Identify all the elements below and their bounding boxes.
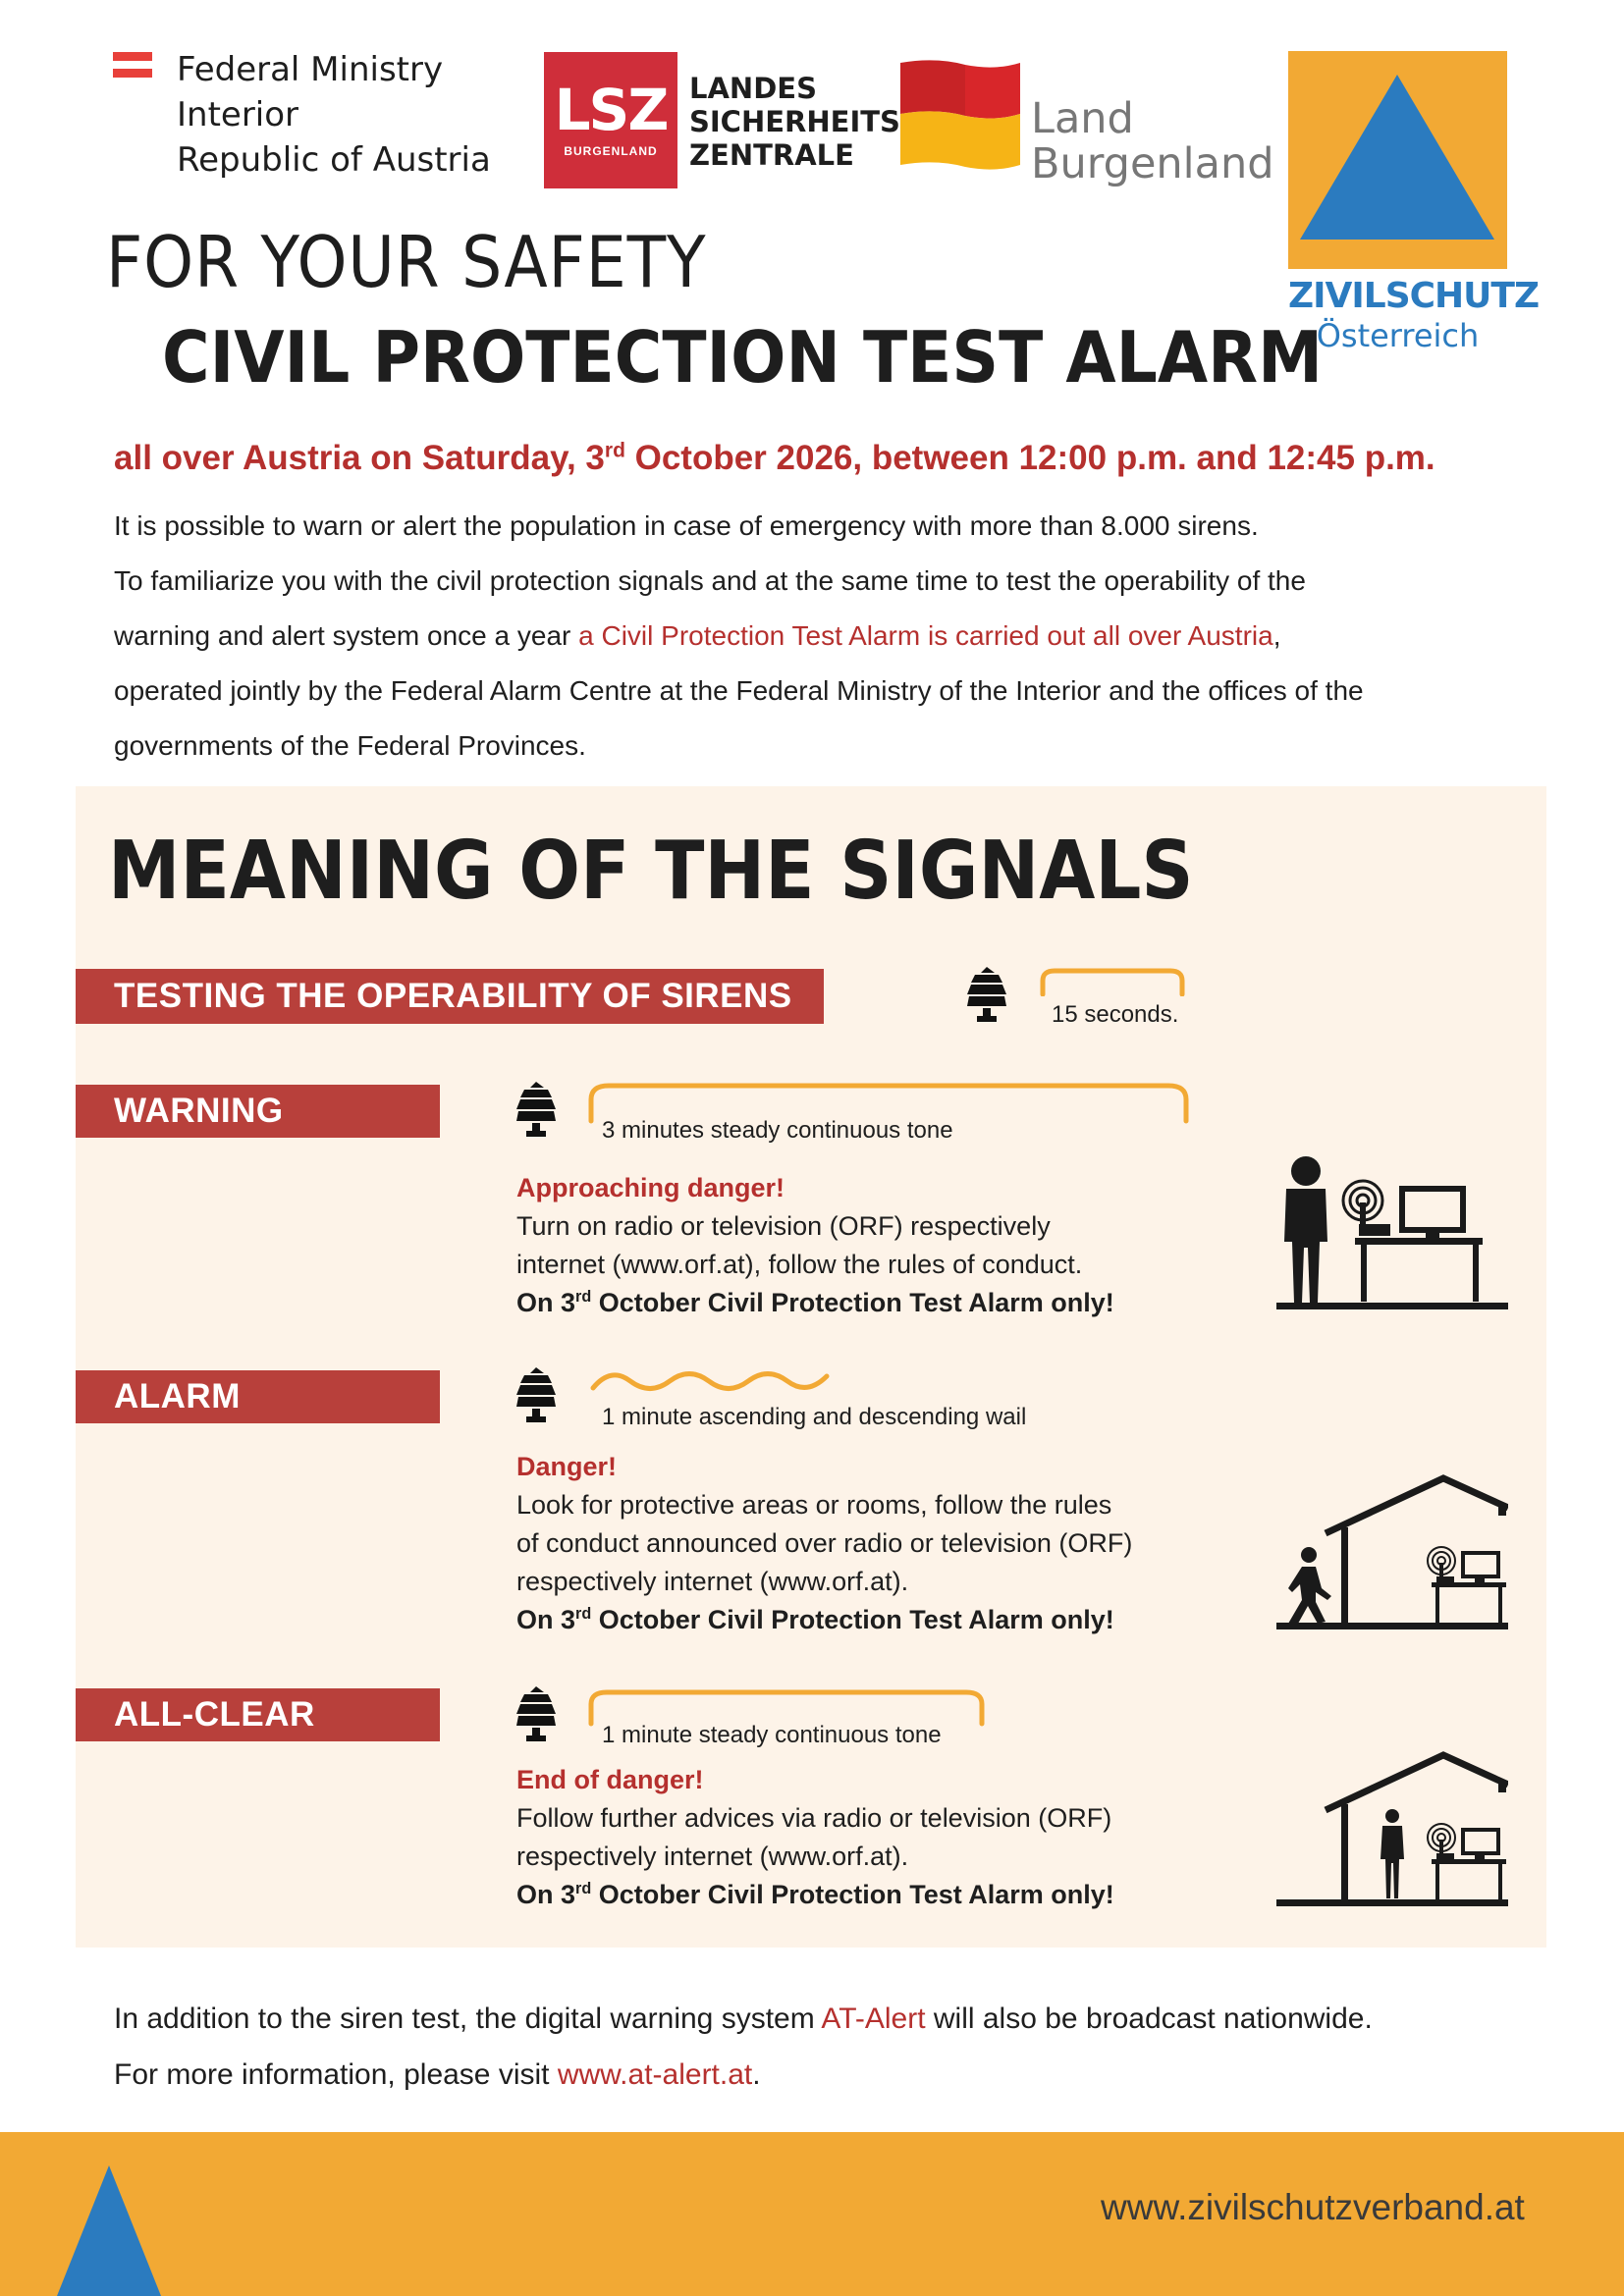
- alarm-label: ALARM: [76, 1370, 440, 1423]
- zivilschutz-line: ZIVILSCHUTZ: [1288, 276, 1540, 316]
- burgenland-line: Burgenland: [1031, 139, 1274, 188]
- siren-icon: [516, 1686, 556, 1743]
- allclear-line: respectively internet (www.orf.at).: [516, 1842, 909, 1871]
- zivilschutz-logo: [1288, 51, 1507, 269]
- intro-line: To familiarize you with the civil protection signals and at the same time to test the operability of the: [114, 565, 1306, 596]
- lsz-logo-mark: LSZ: [554, 77, 668, 143]
- warning-tone-text: 3 minutes steady continuous tone: [602, 1117, 953, 1144]
- intro-line: It is possible to warn or alert the population in case of emergency with more than 8.000 sirens.: [114, 510, 1259, 541]
- alarm-line: respectively internet (www.orf.at).: [516, 1567, 909, 1596]
- civil-protection-triangle-icon: [1288, 51, 1507, 269]
- page-title: CIVIL PROTECTION TEST ALARM: [162, 316, 1324, 399]
- ministry-line: Republic of Austria: [177, 140, 491, 180]
- siren-icon: [967, 967, 1006, 1024]
- intro-paragraph: [114, 499, 1538, 774]
- alarm-heading: Danger!: [516, 1452, 618, 1481]
- alarm-line: Look for protective areas or rooms, follow the rules: [516, 1490, 1112, 1520]
- person-at-tv-icon: [1276, 1153, 1508, 1310]
- alarm-description: [516, 1448, 1132, 1639]
- intro-line: operated jointly by the Federal Alarm Centre at the Federal Ministry of the Interior and the offices of the: [114, 675, 1364, 706]
- tone-curve-icon: [1039, 967, 1186, 996]
- warning-line: Turn on radio or television (ORF) respectively: [516, 1211, 1051, 1241]
- footer-line: In addition to the siren test, the digital warning system AT-Alert will also be broadcast nationwide.: [114, 2002, 1373, 2035]
- allclear-note: On 3rd October Civil Protection Test Alarm only!: [516, 1880, 1114, 1909]
- footer-line: For more information, please visit www.at-alert.at.: [114, 2058, 761, 2091]
- alarm-line: of conduct announced over radio or television (ORF): [516, 1528, 1133, 1558]
- austria-flag-icon: [113, 52, 152, 80]
- allclear-line: Follow further advices via radio or television (ORF): [516, 1803, 1112, 1833]
- siren-icon: [516, 1367, 556, 1424]
- page-subtitle: FOR YOUR SAFETY: [106, 221, 707, 303]
- allclear-description: [516, 1761, 1114, 1914]
- lsz-logo-text: [689, 72, 900, 172]
- date-line: all over Austria on Saturday, 3rd October 2026, between 12:00 p.m. and 12:45 p.m.: [114, 439, 1435, 477]
- at-alert-link[interactable]: www.at-alert.at: [557, 2058, 753, 2091]
- siren-icon: [516, 1082, 556, 1139]
- test-label: TESTING THE OPERABILITY OF SIRENS: [76, 969, 824, 1024]
- allclear-tone-text: 1 minute steady continuous tone: [602, 1722, 942, 1748]
- intro-line: warning and alert system once a year a Civil Protection Test Alarm is carried out all over Austria,: [114, 620, 1281, 651]
- website-link[interactable]: www.zivilschutzverband.at: [1101, 2187, 1525, 2227]
- test-tone-text: 15 seconds.: [1052, 1001, 1179, 1028]
- ministry-line: Interior: [177, 95, 299, 134]
- alarm-note: On 3rd October Civil Protection Test Alarm only!: [516, 1605, 1114, 1634]
- allclear-heading: End of danger!: [516, 1765, 704, 1794]
- alarm-tone-text: 1 minute ascending and descending wail: [602, 1404, 1027, 1430]
- allclear-label: ALL-CLEAR: [76, 1688, 440, 1741]
- lsz-logo: [544, 52, 677, 188]
- at-alert-name: AT-Alert: [821, 2002, 926, 2035]
- warning-description: [516, 1169, 1114, 1322]
- intro-line: governments of the Federal Provinces.: [114, 730, 586, 761]
- person-entering-house-icon: [1276, 1472, 1508, 1629]
- zivilschutz-line: Österreich: [1316, 317, 1480, 354]
- warning-heading: Approaching danger!: [516, 1173, 785, 1202]
- warning-note: On 3rd October Civil Protection Test Alarm only!: [516, 1288, 1114, 1317]
- footer-paragraph: [114, 1991, 1373, 2103]
- ministry-logo-text: [177, 47, 491, 183]
- burgenland-flag-icon: [896, 57, 1024, 173]
- civil-protection-triangle-icon: [57, 2165, 161, 2296]
- ministry-line: Federal Ministry: [177, 50, 444, 89]
- burgenland-line: Land: [1031, 94, 1134, 143]
- warning-line: internet (www.orf.at), follow the rules of conduct.: [516, 1250, 1083, 1279]
- lsz-line: LANDES: [689, 72, 817, 105]
- lsz-line: ZENTRALE: [689, 138, 854, 172]
- warning-label: WARNING: [76, 1085, 440, 1138]
- lsz-logo-sub: BURGENLAND: [564, 144, 658, 158]
- person-in-house-icon: [1276, 1749, 1508, 1906]
- signals-title: MEANING OF THE SIGNALS: [108, 825, 1194, 918]
- tone-curve-icon: [589, 1364, 837, 1398]
- burgenland-logo-text: [1031, 96, 1274, 187]
- lsz-line: SICHERHEITS: [689, 105, 900, 138]
